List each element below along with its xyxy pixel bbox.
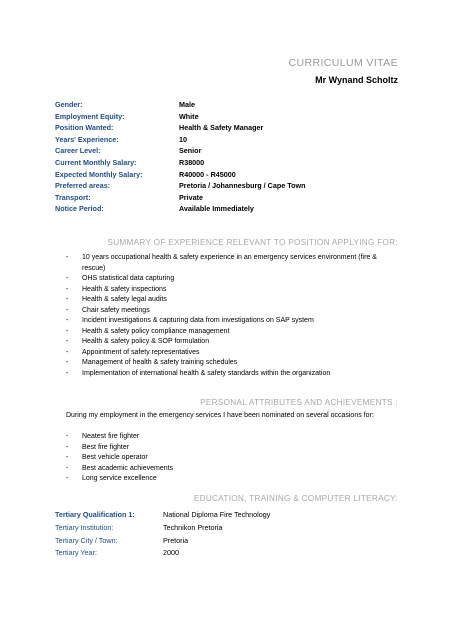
info-value: 10: [179, 134, 187, 144]
edu-label: Tertiary Qualification 1:: [55, 510, 135, 519]
info-value: Health & Safety Manager: [179, 123, 264, 133]
info-label: Employment Equity:: [55, 111, 125, 121]
list-item-text: Best vehicle operator: [82, 454, 148, 461]
list-item-text: Management of health & safety training schedules: [82, 359, 238, 366]
edu-row-qualification: [55, 509, 400, 522]
list-item-text: Health & safety policy & SOP formulation: [82, 338, 210, 345]
list-item-text: OHS statistical data capturing: [82, 275, 175, 282]
info-row-years-experience: [55, 134, 400, 146]
list-item: - Appointment of safety representatives: [66, 348, 200, 356]
info-label: Current Monthly Salary:: [55, 157, 137, 167]
edu-row-year: [55, 547, 400, 560]
info-label: Notice Period:: [55, 204, 104, 214]
list-item: - OHS statistical data capturing: [66, 275, 175, 282]
education-table: [55, 509, 400, 560]
list-item: - Best academic achievements: [66, 464, 174, 472]
info-row-notice-period: [55, 203, 400, 215]
info-value: R40000 - R45000: [179, 169, 236, 179]
list-item-text: Implementation of international health & safety standards within the organization: [82, 369, 331, 377]
candidate-name: Mr Wynand Scholtz: [315, 75, 398, 85]
info-row-preferred-areas: [55, 180, 400, 192]
list-item-text: Appointment of safety representatives: [82, 348, 200, 356]
list-item-text: Health & safety inspections: [82, 285, 167, 293]
list-item-text: Long service excellence: [82, 475, 157, 482]
edu-value: Pretoria: [163, 535, 189, 545]
edu-value: Technikon Pretoria: [163, 522, 223, 532]
list-item-text: Chair safety meetings: [82, 306, 150, 314]
summary-heading: SUMMARY OF EXPERIENCE RELEVANT TO POSITION APPLYING FOR:: [107, 238, 398, 247]
list-item: - Health & safety legal audits: [66, 296, 167, 303]
info-value: Available Immediately: [179, 204, 254, 214]
edu-row-city: [55, 535, 400, 548]
edu-row-institution: [55, 522, 400, 535]
attributes-list: [66, 432, 401, 485]
info-label: Years' Experience:: [55, 134, 119, 144]
education-heading: EDUCATION, TRAINING & COMPUTER LITERACY:: [193, 494, 398, 503]
list-item-text: 10 years occupational health & safety experience in an emergency services environment (fire & rescue): [82, 254, 377, 272]
list-item: - Best vehicle operator: [66, 454, 148, 461]
info-label: Gender:: [55, 100, 83, 109]
info-label: Expected Monthly Salary:: [55, 169, 143, 179]
info-row-position-wanted: [55, 122, 400, 134]
info-row-transport: [55, 192, 400, 204]
list-item: - Neatest fire fighter: [66, 433, 140, 440]
info-row-career-level: [55, 145, 400, 157]
info-label: Position Wanted:: [55, 123, 114, 133]
info-row-current-salary: [55, 157, 400, 169]
edu-label: Tertiary City / Town:: [55, 535, 118, 545]
info-row-gender: [55, 99, 400, 111]
info-row-expected-salary: [55, 169, 400, 181]
edu-value: National Diploma Fire Technology: [163, 510, 271, 519]
list-item-text: Incident investigations & capturing data from investigations on SAP system: [82, 317, 314, 324]
list-item: - Long service excellence: [66, 475, 157, 482]
info-label: Preferred areas:: [55, 181, 111, 191]
list-item: - Health & safety policy compliance management: [66, 327, 230, 335]
info-value: Male: [179, 100, 195, 109]
list-item: - Health & safety policy & SOP formulation: [66, 338, 210, 345]
info-label: Career Level:: [55, 146, 101, 156]
info-value: Pretoria / Johannesburg / Cape Town: [179, 181, 306, 191]
summary-list: [66, 253, 401, 379]
list-item: - Management of health & safety training schedules: [66, 359, 238, 366]
cv-title: CURRICULUM VITAE: [288, 57, 398, 69]
info-label: Transport:: [55, 192, 91, 202]
list-item-text: Health & safety policy compliance management: [82, 327, 230, 335]
list-item-text: Neatest fire fighter: [82, 433, 140, 440]
attributes-intro: During my employment in the emergency services I have been nominated on several occasions for:: [66, 412, 374, 419]
list-item: - 10 years occupational health & safety experience in an emergency services environment (fire & rescue): [66, 254, 377, 272]
list-item: - Best fire fighter: [66, 443, 130, 451]
list-item: - Health & safety inspections: [66, 285, 167, 293]
list-item-text: Best fire fighter: [82, 443, 130, 451]
edu-value: 2000: [163, 548, 179, 558]
list-item: - Incident investigations & capturing data from investigations on SAP system: [66, 317, 314, 324]
info-row-employment-equity: [55, 111, 400, 123]
list-item-text: Health & safety legal audits: [82, 296, 167, 303]
personal-info-table: [55, 99, 400, 215]
attributes-heading: PERSONAL ATTRIBUTES AND ACHIEVEMENTS :: [200, 398, 398, 407]
info-value: White: [179, 111, 199, 121]
info-value: Private: [179, 192, 203, 202]
info-value: Senior: [179, 146, 202, 156]
edu-label: Tertiary Year:: [55, 548, 97, 558]
info-value: R38000: [179, 157, 205, 167]
list-item: - Chair safety meetings: [66, 306, 150, 314]
list-item-text: Best academic achievements: [82, 464, 174, 472]
list-item: - Implementation of international health & safety standards within the organization: [66, 369, 331, 377]
edu-label: Tertiary Institution:: [55, 522, 114, 532]
